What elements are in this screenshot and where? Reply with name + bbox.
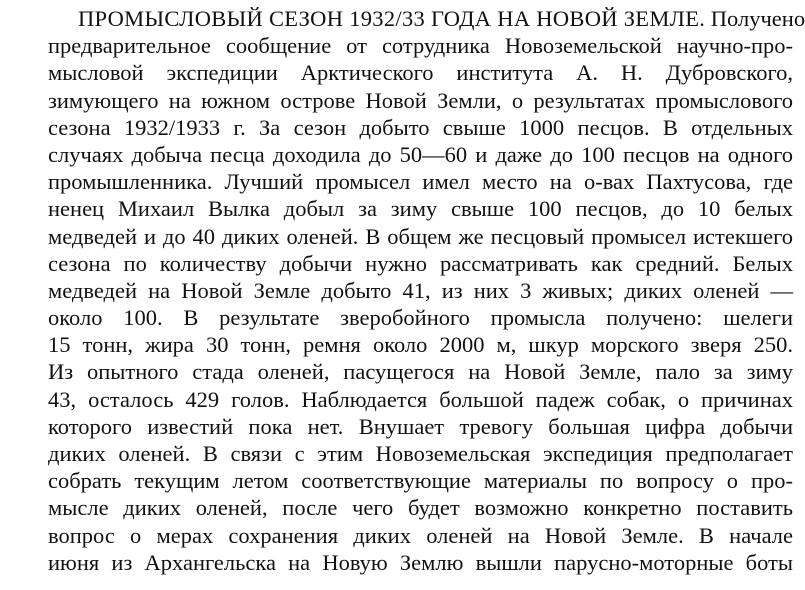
- article-line: мысле диких оленей, после чего будет возможно конкретно поставить: [48, 495, 793, 521]
- article-line: 15 тонн, жира 30 тонн, ремня около 2000 м, шкур морского зверя 250.: [48, 332, 793, 358]
- article-heading: ПРОМЫСЛОВЫЙ СЕЗОН 1932/33 ГОДА НА НОВОЙ ЗЕМЛЕ.: [78, 6, 706, 31]
- article-line: сезона по количеству добычи нужно рассматривать как средний. Белых: [48, 250, 793, 276]
- article-text: [48, 5, 805, 576]
- article-line: диких оленей. В связи с этим Новоземельская экспедиция предполагает: [48, 441, 793, 466]
- article-line: промышленника. Лучший промысел имел место на о-вах Пахтусова, где: [48, 169, 793, 195]
- article-line: зимующего на южном острове Новой Земли, о результатах промыслового: [48, 87, 793, 113]
- article-line: медведей на Новой Земле добыто 41, из них 3 живых; диких оленей —: [48, 277, 793, 303]
- article-line: 43, осталось 429 голов. Наблюдается большой падеж собак, о причинах: [48, 386, 793, 412]
- article-line: случаях добыча песца доходила до 50—60 и даже до 100 песцов на одного: [48, 141, 793, 167]
- article-line: июня из Архангельска на Новую Землю вышли парусно-моторные боты: [48, 549, 793, 575]
- article-line: собрать текущим летом соответствующие материалы по вопросу о про-: [48, 468, 793, 494]
- article-line: которого известий пока нет. Внушает тревогу большая цифра добычи: [48, 413, 793, 439]
- article-line: около 100. В результате зверобойного промысла получено: шелеги: [48, 305, 793, 331]
- article-line: Из опытного стада оленей, пасущегося на Новой Земле, пало за зиму: [48, 359, 793, 385]
- article-line: мысловой экспедиции Арктического института А. Н. Дубровского,: [48, 60, 793, 86]
- article-line: вопрос о мерах сохранения диких оленей на Новой Земле. В начале: [48, 522, 793, 548]
- article-line-1-rest: Получено: [710, 6, 805, 31]
- article-line: сезона 1932/1933 г. За сезон добыто свыше 1000 песцов. В отдельных: [48, 114, 793, 140]
- article-line: медведей и до 40 диких оленей. В общем же песцовый промысел истекшего: [48, 223, 793, 249]
- article-line: предварительное сообщение от сотрудника Новоземельской научно-про-: [48, 33, 793, 59]
- article-line: ненец Михаил Вылка добыл за зиму свыше 100 песцов, до 10 белых: [48, 196, 793, 222]
- article-line-1: [48, 5, 805, 32]
